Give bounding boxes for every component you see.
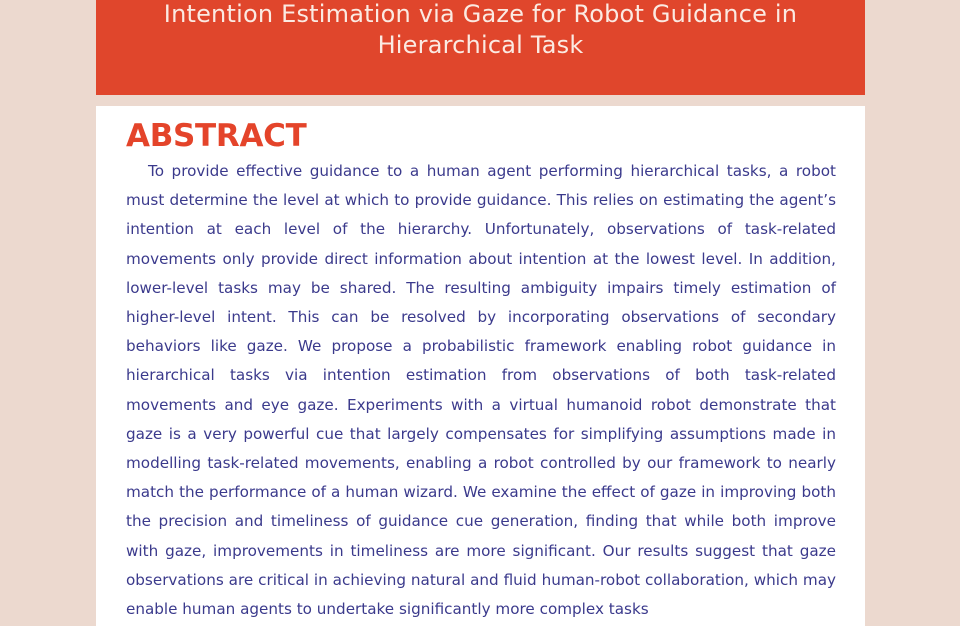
title-banner — [96, 0, 865, 95]
abstract-body: To provide effective guidance to a human agent performing hierarchical tasks, a robot must determine the level at which to provide guidance. This relies on estimating the agent’s intention at each level of the hierarchy. Unfortunately, observations of task-related movements only provide direct information about intention at the lowest level. In addition, lower-level tasks may be shared. The resulting ambiguity impairs timely estimation of higher-level intent. This can be resolved by incorporating observations of secondary behaviors like gaze. We propose a probabilistic framework enabling robot guidance in hierarchical tasks via intention estimation from observations of both task-related movements and eye gaze. Experiments with a virtual humanoid robot demonstrate that gaze is a very powerful cue that largely compensates for simplifying assumptions made in modelling task-related movements, enabling a robot controlled by our framework to nearly match the performance of a human wizard. We examine the effect of gaze in improving both the precision and timeliness of guidance cue generation, finding that while both improve with gaze, improvements in timeliness are more significant. Our results suggest that gaze observations are critical in achieving natural and fluid human-robot collaboration, which may enable human agents to undertake significantly more complex tasks — [126, 162, 836, 619]
abstract-card — [96, 106, 865, 626]
paper-title: Intention Estimation via Gaze for Robot Guidance in Hierarchical Task — [163, 0, 798, 59]
abstract-heading: ABSTRACT — [126, 118, 307, 154]
